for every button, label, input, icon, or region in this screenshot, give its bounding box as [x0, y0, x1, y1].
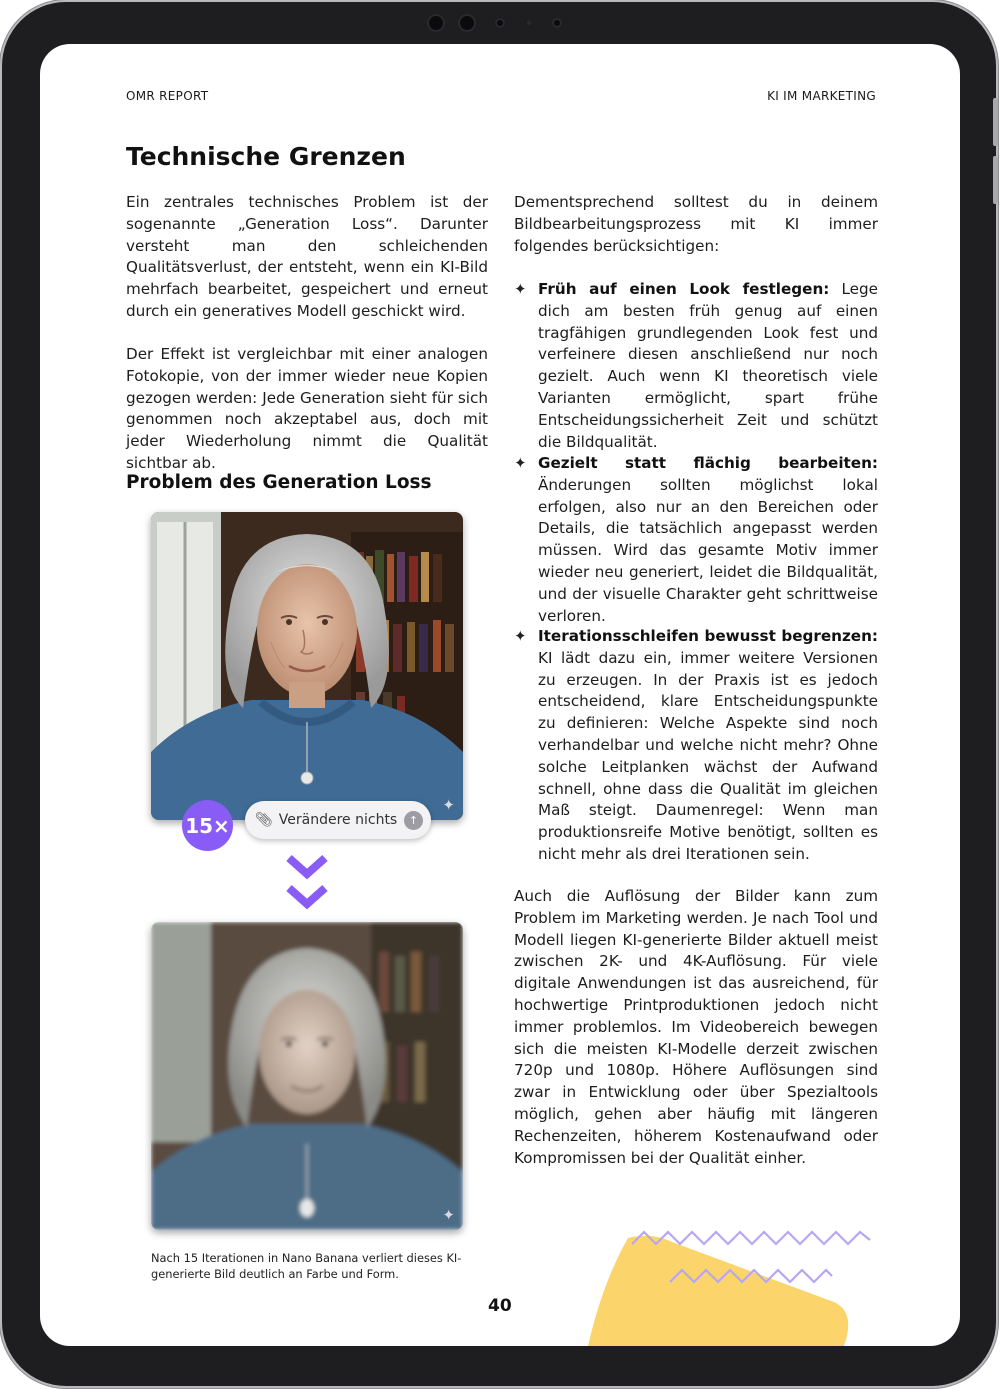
- iteration-count-badge: 15×: [182, 800, 233, 851]
- intro-paragraph: Ein zentrales technisches Problem ist der sogenannte „Generation Loss“. Darunter versteht man den schleichenden Qualitätsverlust, der entsteht, wenn ein KI-Bild mehrfach bearbeitet, gespeichert und erneut durch ein generatives Modell geschickt wird.: [126, 193, 488, 320]
- bullet-item: [514, 279, 878, 453]
- bullet-text: Änderungen sollten möglichst lokal erfolgen, also nur an den Bereichen oder Details, die tatsächlich angepasst werden müssen. Wird das gesamte Motiv immer wieder neu generiert, leidet die Bildqualität, und der visuelle Charakter geht schrittweise verloren.: [538, 475, 878, 625]
- send-arrow-icon: ↑: [404, 811, 423, 830]
- paperclip-icon: 📎︎: [255, 812, 273, 828]
- volume-down-button: [993, 156, 998, 204]
- resolution-paragraph: Auch die Auflösung der Bilder kann zum Problem im Marketing werden. Je nach Tool und Modell liegen KI-generierte Bilder aktuell meist zwischen 2K- und 4K-Auflösung. Für viele digitale Anwendungen ist das ausreichend, für hochwertige Printproduktionen jedoch nicht immer problemlos. Im Videobereich bewegen sich die meisten KI-Modelle derzeit zwischen 720p und 1080p. Höhere Auflösungen sind zwar in Entwicklung oder über Spezialtools möglich, gehen aber häufig mit längeren Rechenzeiten, höherem Kostenaufwand oder Kompromissen bei der Qualität einher.: [514, 887, 878, 1167]
- bullet-text: KI lädt dazu ein, immer weitere Versionen zu erzeugen. In der Praxis ist es jedoch entscheidend, klare Entscheidungspunkte zu definieren: Welche Aspekte sind noch verhandelbar und welche nicht mehr? Ohne solche Leitplanken wächst der Aufwand schnell, ohne dass die Qualität im gleichen Maß steigt. Daumenregel: Wenn man produktionsreife Motive benötigt, sollten es nicht mehr als drei Iterationen sein.: [538, 648, 878, 863]
- page-title: Technische Grenzen: [126, 142, 406, 171]
- chevron-down-icon: [289, 888, 325, 904]
- right-intro-paragraph: Dementsprechend solltest du in deinem Bildbearbeitungsprozess mit KI immer folgendes berücksichtigen:: [514, 193, 878, 255]
- star-bullet-icon: ✦: [514, 280, 527, 298]
- tablet-bezel: [2, 2, 996, 1386]
- prompt-text: Verändere nichts: [278, 812, 398, 828]
- volume-up-button: [993, 98, 998, 146]
- prompt-input-bar: [245, 801, 431, 839]
- decor-shapes: [588, 1224, 878, 1346]
- chevron-down-arrows: [285, 854, 329, 916]
- sensor-icon: [552, 18, 562, 28]
- bullet-item: [514, 626, 878, 866]
- bullet-title: Früh auf einen Look festlegen:: [538, 280, 830, 298]
- yellow-shape: [588, 1236, 848, 1346]
- star-bullet-icon: ✦: [514, 627, 527, 645]
- original-portrait-image: [151, 512, 463, 820]
- running-header-left: OMR REPORT: [126, 89, 209, 103]
- figure-caption: Nach 15 Iterationen in Nano Banana verliert dieses KI-generierte Bild deutlich an Farbe und Form.: [151, 1251, 462, 1281]
- figure-heading: Problem des Generation Loss: [126, 472, 432, 493]
- sparkle-icon: ✦: [442, 796, 455, 814]
- bullet-title: Iterationsschleifen bewusst begrenzen:: [538, 627, 878, 645]
- sensor-icon: [495, 18, 505, 28]
- camera-lens-icon: [427, 14, 445, 32]
- analogy-paragraph: Der Effekt ist vergleichbar mit einer analogen Fotokopie, von der immer wieder neue Kopien gezogen werden: Jede Generation sieht für sich genommen noch akzeptabel aus, doch mit jeder Wiederholung nimmt die Qualität sichtbar ab.: [126, 345, 488, 472]
- star-bullet-icon: ✦: [514, 454, 527, 472]
- page-number: 40: [488, 1296, 512, 1316]
- running-header-right: KI IM MARKETING: [767, 89, 876, 103]
- bullet-text: Lege dich am besten früh genug auf einen tragfähigen grundlegenden Look fest und verfeinere diesen anschließend nur noch gezielt. Auch wenn KI theoretisch viele Varianten ermöglicht, spart frühe Entscheidungssicherheit Zeit und schützt die Bildqualität.: [538, 280, 879, 451]
- degraded-portrait-image: [151, 922, 463, 1230]
- document-page[interactable]: [40, 44, 960, 1346]
- sparkle-icon: ✦: [442, 1206, 455, 1224]
- chevron-down-icon: [289, 858, 325, 874]
- camera-lens-icon: [458, 14, 476, 32]
- bullet-title: Gezielt statt flächig bearbeiten:: [538, 454, 878, 472]
- bullet-item: [514, 453, 878, 627]
- sensor-dot-icon: [527, 21, 531, 25]
